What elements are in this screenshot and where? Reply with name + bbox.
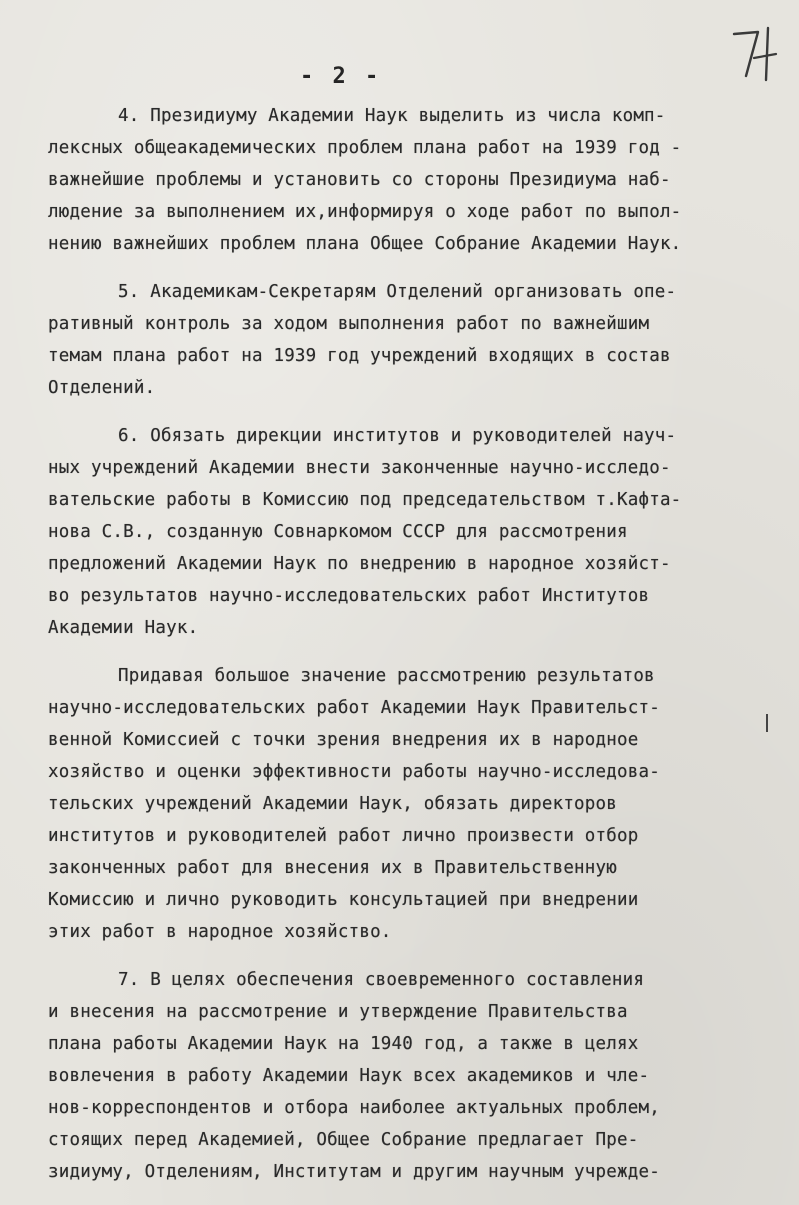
text-line: вовлечения в работу Академии Наук всех академиков и чле- xyxy=(48,1066,650,1086)
text-line: этих работ в народное хозяйство. xyxy=(48,922,392,942)
text-line: во результатов научно-исследовательских работ Институтов xyxy=(48,586,650,606)
margin-mark xyxy=(766,714,768,732)
text-line: плана работы Академии Наук на 1940 год, а также в целях xyxy=(48,1034,639,1054)
text-line: Придавая большое значение рассмотрению результатов xyxy=(118,666,655,686)
text-line: 6. Обязать дирекции институтов и руководителей науч- xyxy=(118,426,677,446)
text-line: зидиуму, Отделениям, Институтам и другим научным учрежде- xyxy=(48,1162,660,1182)
text-line: 4. Президиуму Академии Наук выделить из числа комп- xyxy=(118,106,666,126)
text-line: важнейшие проблемы и установить со стороны Президиума наб- xyxy=(48,170,671,190)
text-line: людение за выполнением их,информируя о ходе работ по выпол- xyxy=(48,202,682,222)
text-line: институтов и руководителей работ лично произвести отбор xyxy=(48,826,639,846)
text-line: темам плана работ на 1939 год учреждений входящих в состав xyxy=(48,346,671,366)
text-line: нению важнейших проблем плана Общее Собрание Академии Наук. xyxy=(48,234,682,254)
text-line: нов-корреспондентов и отбора наиболее актуальных проблем, xyxy=(48,1098,660,1118)
text-line: нова С.В., созданную Совнаркомом СССР для рассмотрения xyxy=(48,522,628,542)
page-number: - 2 - xyxy=(300,64,382,89)
text-line: ных учреждений Академии внести законченные научно-исследо- xyxy=(48,458,671,478)
text-line: венной Комиссией с точки зрения внедрения их в народное xyxy=(48,730,639,750)
text-line: научно-исследовательских работ Академии Наук Правительст- xyxy=(48,698,660,718)
text-line: Комиссию и лично руководить консультацией при внедрении xyxy=(48,890,639,910)
text-line: стоящих перед Академией, Общее Собрание предлагает Пре- xyxy=(48,1130,639,1150)
text-line: хозяйство и оценки эффективности работы научно-исследова- xyxy=(48,762,660,782)
text-line: 7. В целях обеспечения своевременного составления xyxy=(118,970,645,990)
text-line: тельских учреждений Академии Наук, обязать директоров xyxy=(48,794,618,814)
text-line: лексных общеакадемических проблем плана работ на 1939 год - xyxy=(48,138,682,158)
text-line: и внесения на рассмотрение и утверждение Правительства xyxy=(48,1002,628,1022)
text-line: Академии Наук. xyxy=(48,618,199,638)
text-line: Отделений. xyxy=(48,378,156,398)
text-line: предложений Академии Наук по внедрению в народное хозяйст- xyxy=(48,554,671,574)
text-line: вательские работы в Комиссию под председательством т.Кафта- xyxy=(48,490,682,510)
text-line: 5. Академикам-Секретарям Отделений организовать опе- xyxy=(118,282,677,302)
text-line: ративный контроль за ходом выполнения работ по важнейшим xyxy=(48,314,650,334)
text-line: законченных работ для внесения их в Правительственную xyxy=(48,858,618,878)
handwritten-folio-mark xyxy=(728,24,784,84)
